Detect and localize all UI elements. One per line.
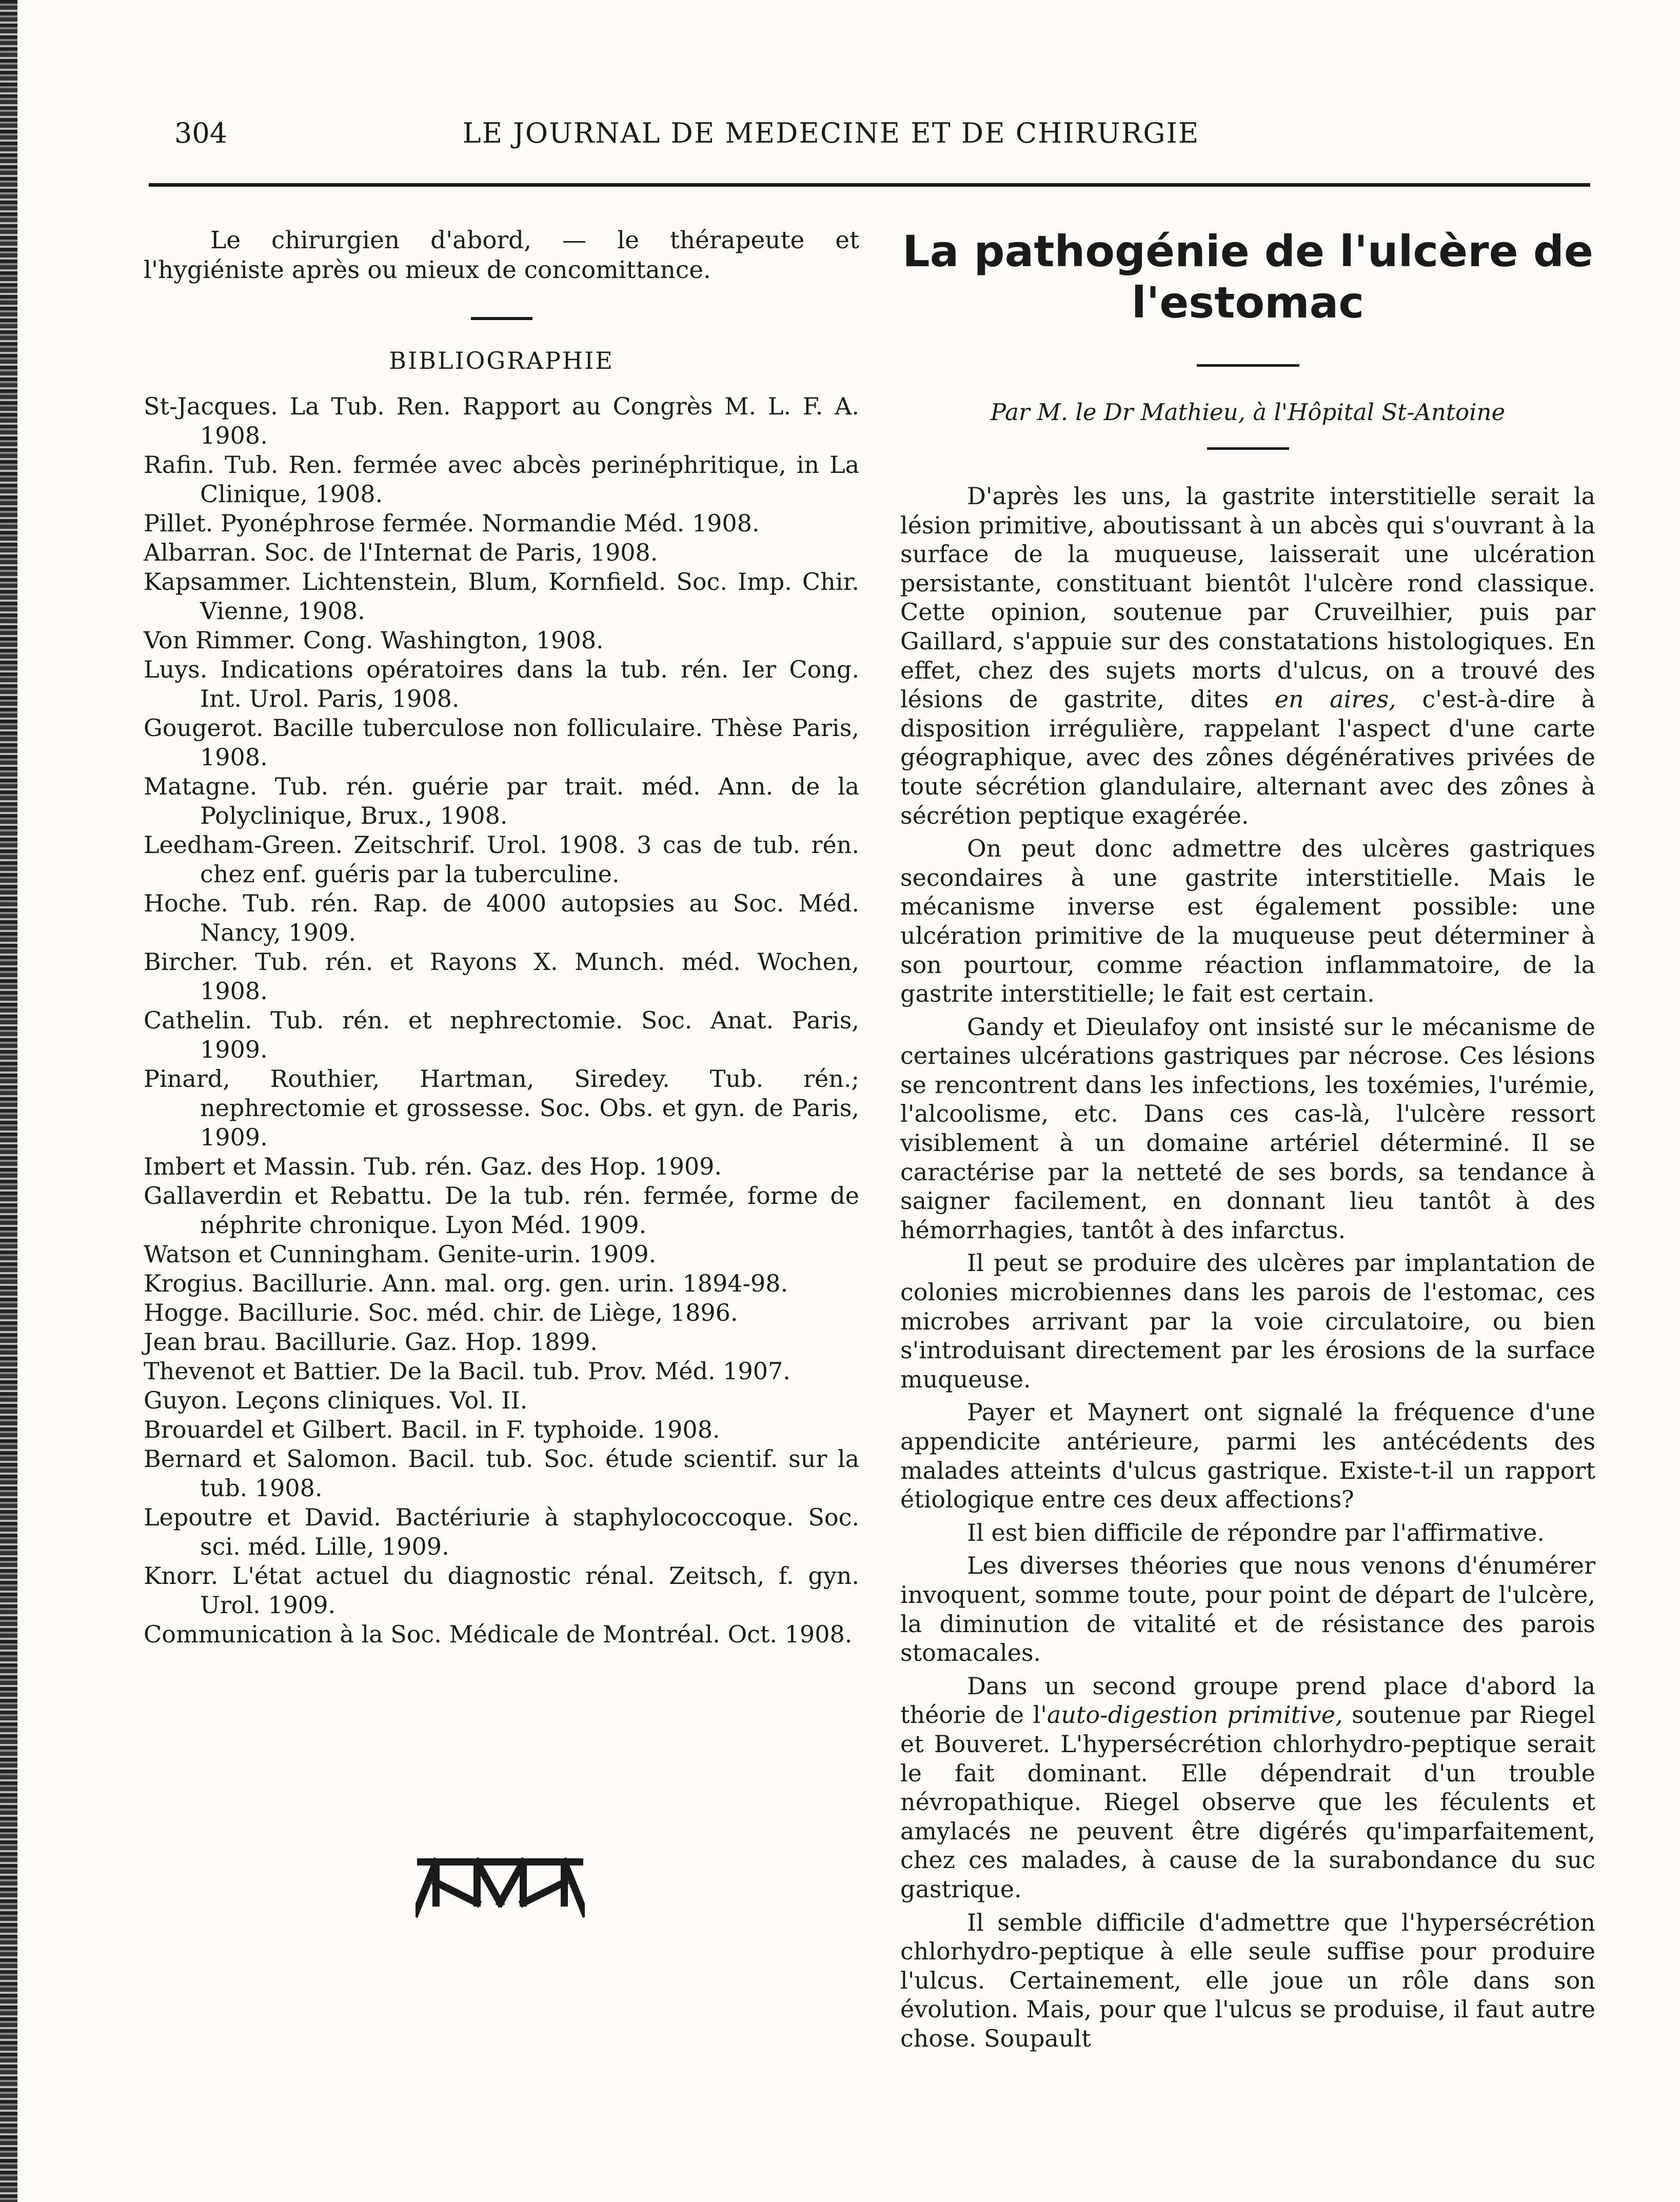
bibliography-entry: Gougerot. Bacille tuberculose non folliculaire. Thèse Paris, 1908. (144, 714, 859, 771)
bibliography-entry: Bernard et Salomon. Bacil. tub. Soc. étude scientif. sur la tub. 1908. (144, 1445, 859, 1502)
right-column (900, 226, 1595, 2057)
bibliography-entry: Bircher. Tub. rén. et Rayons X. Munch. méd. Wochen, 1908. (144, 948, 859, 1005)
printer-ornament (416, 1847, 585, 1918)
bibliography-entry: Lepoutre et David. Bactériurie à staphylococcoque. Soc. sci. méd. Lille, 1909. (144, 1503, 859, 1560)
article-paragraph: Il semble difficile d'admettre que l'hypersécrétion chlorhydro-peptique à elle seule suffise pour produire l'ulcus. Certainement, elle joue un rôle dans son évolution. Mais, pour que l'ulcus se produise, il faut autre chose. Soupault (900, 1908, 1595, 2052)
bibliography-entry: Hogge. Bacillurie. Soc. méd. chir. de Liège, 1896. (144, 1299, 738, 1326)
bibliography-entry: Communication à la Soc. Médicale de Montréal. Oct. 1908. (144, 1620, 853, 1648)
bibliography-entry: Matagne. Tub. rén. guérie par trait. méd. Ann. de la Polyclinique, Brux., 1908. (144, 772, 859, 829)
bibliography-entry: Kapsammer. Lichtenstein, Blum, Kornfield. Soc. Imp. Chir. Vienne, 1908. (144, 568, 859, 625)
bibliography-entry: Jean brau. Bacillurie. Gaz. Hop. 1899. (144, 1328, 598, 1356)
bibliography-entry: Krogius. Bacillurie. Ann. mal. org. gen. urin. 1894-98. (144, 1269, 788, 1297)
article-paragraph: Il est bien difficile de répondre par l'affirmative. (967, 1518, 1545, 1546)
article-paragraph: D'après les uns, la gastrite interstitielle serait la lésion primitive, aboutissant à un abcès qui s'ouvrant à la surface de la muqueuse, laisserait une ulcération persistante, constituant bientôt l'ulcère rond classique. Cette opinion, soutenue par Cruveilhier, puis par Gaillard, s'appuie sur des constatations histologiques. En effet, chez des sujets morts d'ulcus, on a trouvé des lésions de gastrite, dites en aires, c'est-à-dire à disposition irrégulière, rappelant l'aspect d'une carte géographique, avec des zônes dégénératives privées de toute sécrétion glandulaire, alternant avec des zônes à sécrétion peptique exagérée. (900, 482, 1596, 829)
bibliography-entry: Rafin. Tub. Ren. fermée avec abcès perinéphritique, in La Clinique, 1908. (144, 451, 859, 508)
bibliography-list (144, 392, 859, 1649)
bibliography-entry: Leedham-Green. Zeitschrif. Urol. 1908. 3 cas de tub. rén. chez enf. guéris par la tuberculine. (144, 831, 859, 888)
article-paragraph: On peut donc admettre des ulcères gastriques secondaires à une gastrite interstitielle. Mais le mécanisme inverse est également possible: une ulcération primitive de la muqueuse peut déterminer à son pourtour, comme réaction inflammatoire, de la gastrite interstitielle; le fait est certain. (900, 835, 1595, 1008)
bibliography-entry: Luys. Indications opératoires dans la tub. rén. Ier Cong. Int. Urol. Paris, 1908. (144, 656, 859, 712)
bibliography-entry: Brouardel et Gilbert. Bacil. in F. typhoide. 1908. (144, 1416, 720, 1443)
bibliography-heading: BIBLIOGRAPHIE (389, 347, 614, 374)
bibliography-entry: Thevenot et Battier. De la Bacil. tub. Prov. Méd. 1907. (144, 1357, 790, 1385)
bibliography-entry: Knorr. L'état actuel du diagnostic rénal. Zeitsch, f. gyn. Urol. 1909. (144, 1562, 859, 1619)
page-number: 304 (174, 117, 228, 149)
header-rule (149, 183, 1590, 187)
bibliography-entry: Imbert et Massin. Tub. rén. Gaz. des Hop. 1909. (144, 1153, 722, 1180)
bibliography-entry: Guyon. Leçons cliniques. Vol. II. (144, 1386, 528, 1414)
bibliography-entry: Pinard, Routhier, Hartman, Siredey. Tub. rén.; nephrectomie et grossesse. Soc. Obs. et gyn. de Paris, 1909. (144, 1065, 859, 1151)
title-divider (1197, 364, 1299, 367)
article-paragraph: Payer et Maynert ont signalé la fréquence d'une appendicite antérieure, parmi les antécédents des malades atteints d'ulcus gastrique. Existe-t-il un rapport étiologique entre ces deux affections? (900, 1398, 1595, 1514)
article-paragraph: Il peut se produire des ulcères par implantation de colonies microbiennes dans les parois de l'estomac, ces microbes arrivant par la voie circulatoire, ou bien s'introduisant directement par les érosions de la surface muqueuse. (900, 1249, 1595, 1393)
bibliography-entry: Watson et Cunningham. Genite-urin. 1909. (144, 1240, 657, 1268)
bibliography-entry: Gallaverdin et Rebattu. De la tub. rén. fermée, forme de néphrite chronique. Lyon Méd. 1909. (144, 1182, 859, 1239)
article-paragraph: Gandy et Dieulafoy ont insisté sur le mécanisme de certaines ulcérations gastriques par nécrose. Ces lésions se rencontrent dans les infections, les toxémies, l'urémie, l'alcoolisme, etc. Dans ces cas-là, l'ulcère ressort visiblement à un domaine artériel déterminé. Il se caractérise par la netteté de ses bords, sa tendance à saigner facilement, en donnant lieu tantôt à des hémorrhagies, tantôt à des infarctus. (900, 1013, 1595, 1244)
bibliography-entry: Pillet. Pyonéphrose fermée. Normandie Méd. 1908. (144, 509, 760, 537)
bibliography-entry: St-Jacques. La Tub. Ren. Rapport au Congrès M. L. F. A. 1908. (144, 392, 859, 449)
article-paragraph: Dans un second groupe prend place d'abord la théorie de l'auto-digestion primitive, soutenue par Riegel et Bouveret. L'hypersécrétion chlorhydro-peptique serait le fait dominant. Elle dépendrait d'un trouble névropathique. Riegel observe que les féculents et amylacés ne peuvent être digérés qu'imparfaitement, chez ces malades, à cause de la surabondance du suc gastrique. (900, 1672, 1596, 1903)
bibliography-entry: Von Rimmer. Cong. Washington, 1908. (144, 626, 604, 654)
bibliography-entry: Albarran. Soc. de l'Internat de Paris, 1908. (144, 539, 658, 566)
article-title: La pathogénie de l'ulcère de l'estomac (902, 226, 1593, 328)
bibliography-entry: Cathelin. Tub. rén. et nephrectomie. Soc. Anat. Paris, 1909. (144, 1006, 859, 1063)
intro-paragraph: Le chirurgien d'abord, — le thérapeute et l'hygiéniste après ou mieux de concomittance. (144, 226, 859, 284)
byline-divider (1207, 447, 1289, 450)
bibliography-entry: Hoche. Tub. rén. Rap. de 4000 autopsies au Soc. Méd. Nancy, 1909. (144, 889, 859, 946)
scan-binding-edge (0, 0, 17, 2202)
article-paragraph: Les diverses théories que nous venons d'énumérer invoquent, somme toute, pour point de départ de l'ulcère, la diminution de vitalité et de résistance des parois stomacales. (900, 1552, 1595, 1667)
article-byline: Par M. le Dr Mathieu, à l'Hôpital St-Antoine (990, 399, 1506, 426)
section-divider (471, 317, 532, 320)
running-title: LE JOURNAL DE MEDECINE ET DE CHIRURGIE (462, 117, 1200, 149)
page-header (149, 117, 1513, 158)
left-column (144, 226, 859, 1649)
